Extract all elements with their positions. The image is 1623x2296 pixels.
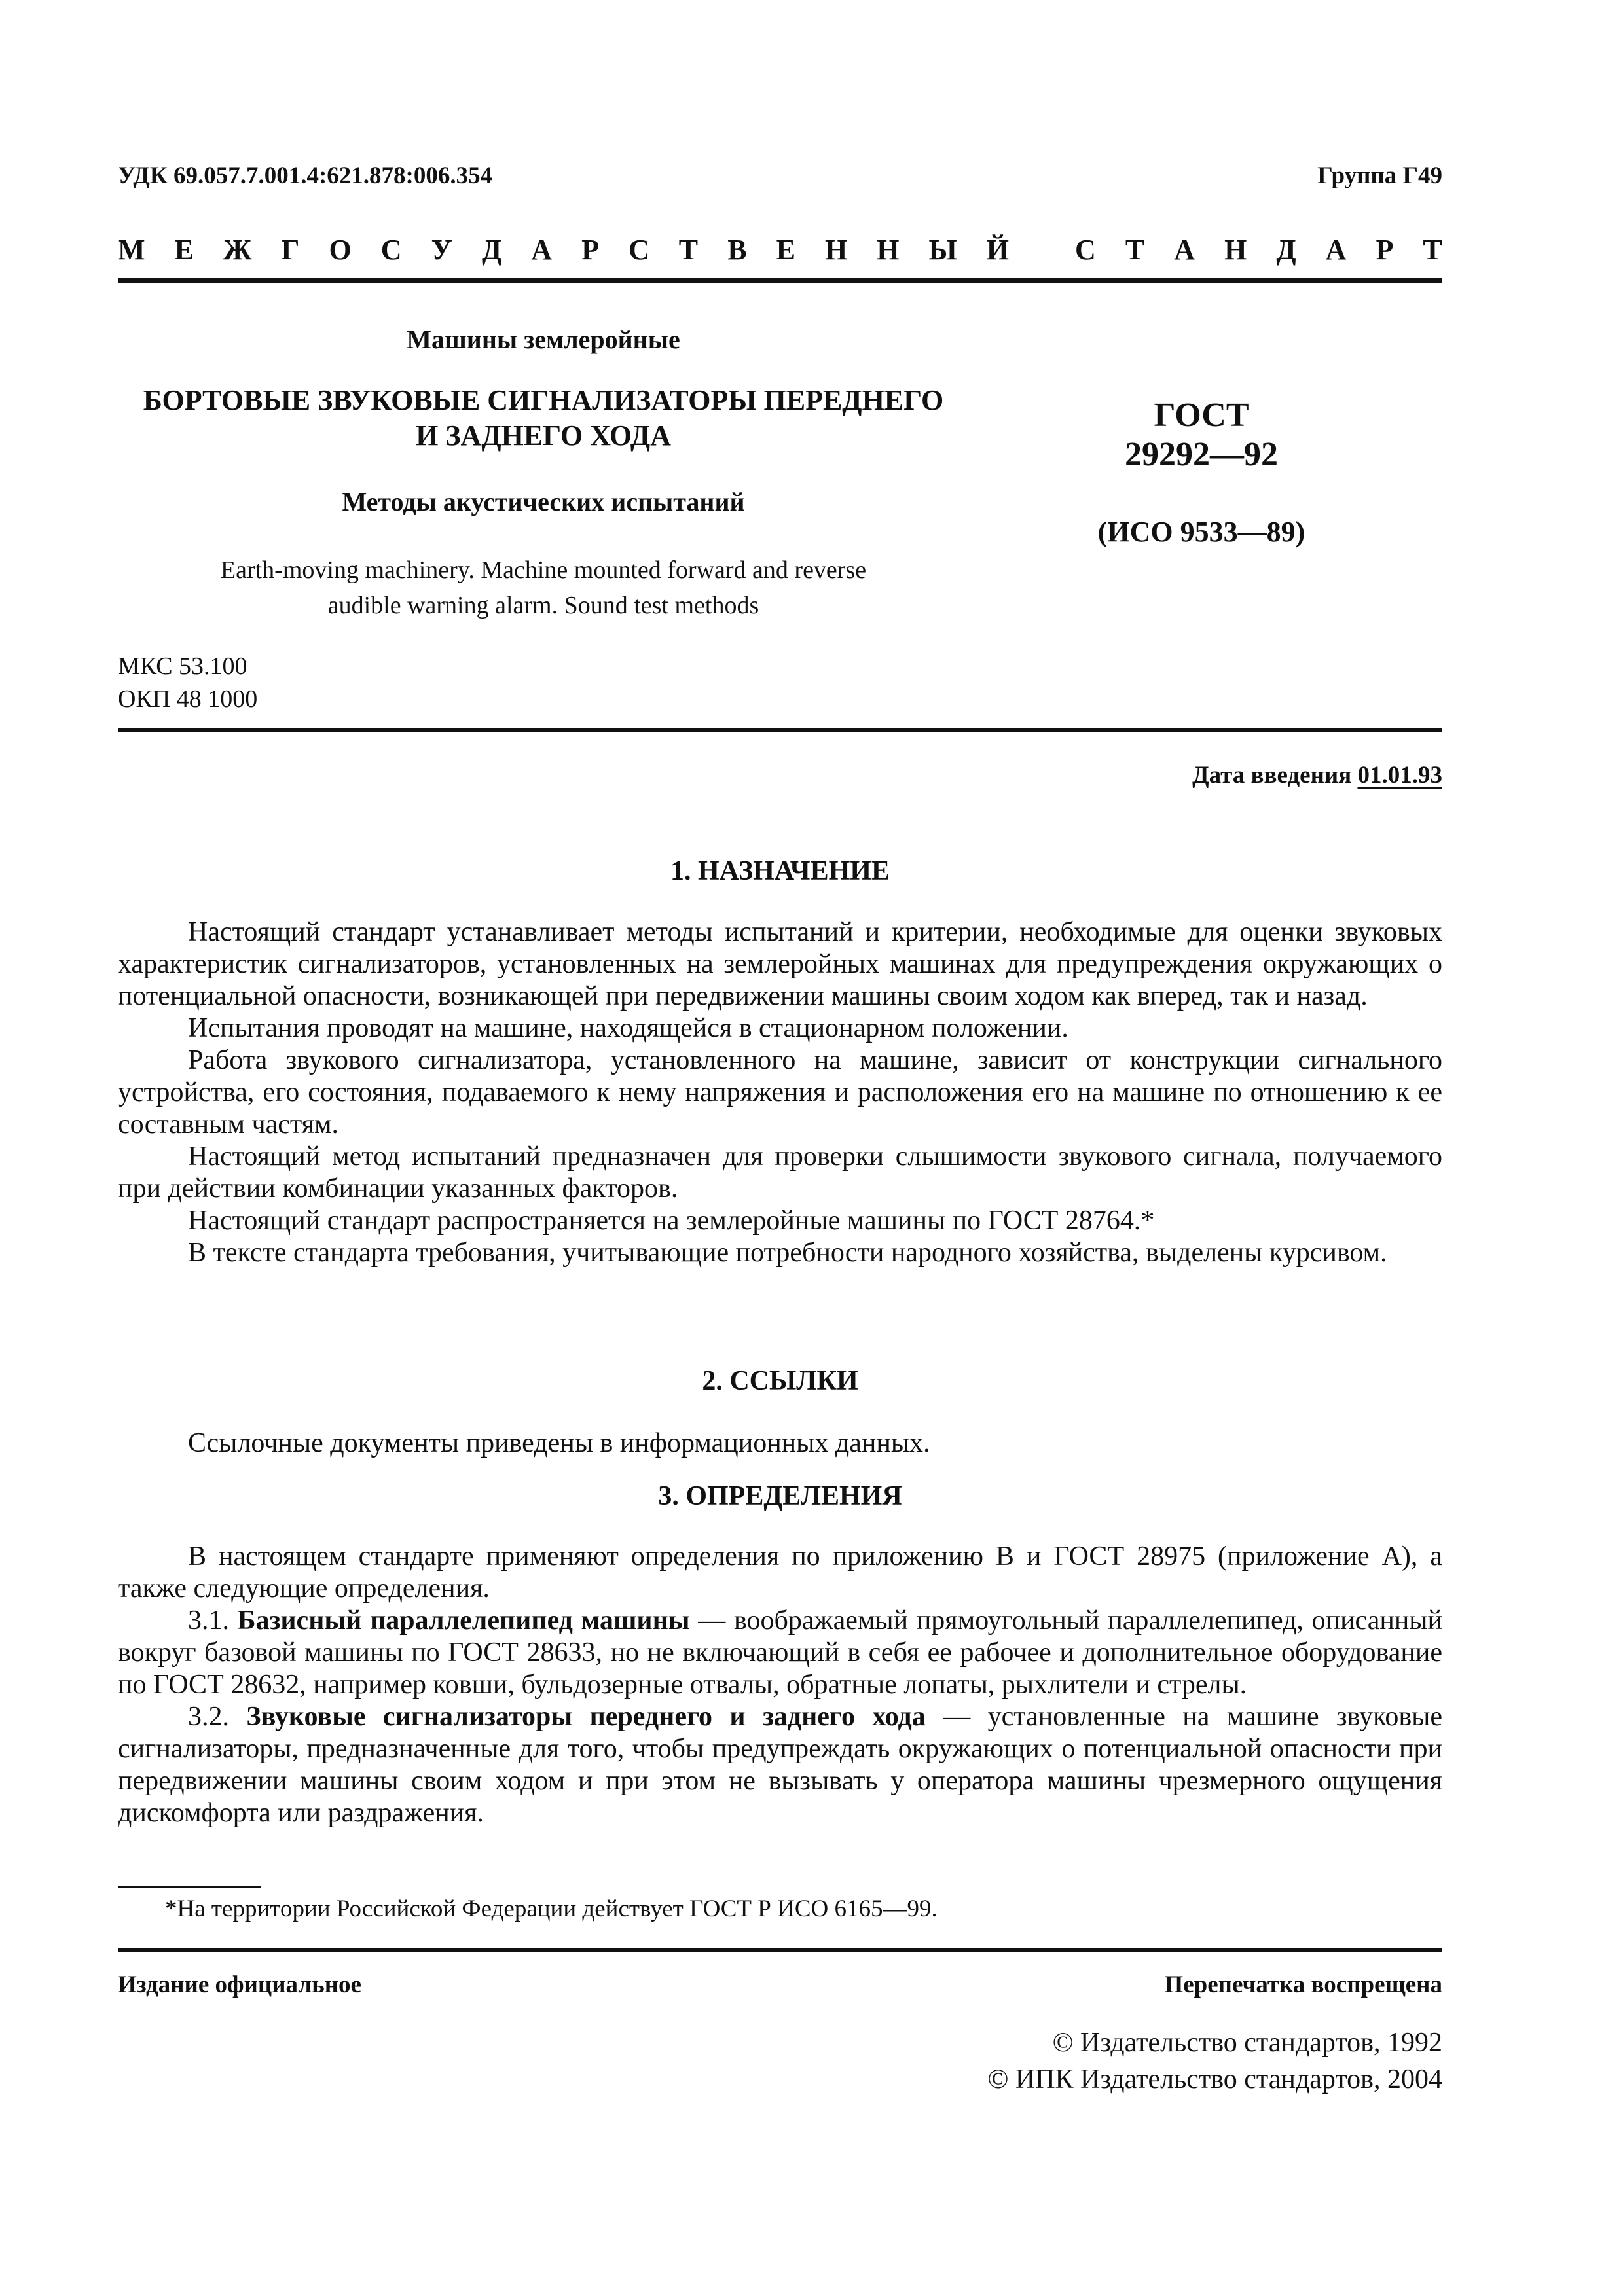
banner-letter: С [1075,234,1096,266]
english-title [118,552,969,623]
mks-code: МКС 53.100 [118,653,247,680]
main-title [118,383,969,454]
banner-letter: М [118,234,145,266]
banner-letter: Н [877,234,900,266]
reprint-notice: Перепечатка воспрещена [1164,1971,1442,1998]
section1-body [118,916,1442,1269]
paragraph: Настоящий стандарт устанавливает методы испытаний и критерии, необходимые для оценки звуковых характеристик сигнализаторов, установленных на землеройных машинах для предупреждения окружающих о потенциальной опасности, возникающей при передвижении машины своим ходом как вперед, так и назад. [118,917,1442,1011]
iso-reference: (ИСО 9533—89) [1097,516,1305,548]
footer-rule [118,1948,1442,1952]
definition-3-2 [118,1701,1442,1829]
methods-subtitle: Методы акустических испытаний [342,487,745,516]
banner-gap [1038,233,1046,266]
definition-text: — воображаемый прямоугольный параллелепипед, описанный вокруг базовой машины по ГОСТ 28633, но не включающий в себя ее рабочее и дополнительное оборудование по ГОСТ 28632, например ковши, бульдозерные отвалы, обратные лопаты, рыхлители и стрелы. [118,1605,1442,1700]
okp-code: ОКП 48 1000 [118,685,258,713]
banner-letter: Г [281,234,300,266]
intro-date-label: Дата введения [1192,762,1352,789]
banner-letter: Й [986,234,1009,266]
banner-letter: Ы [928,234,957,266]
banner-letter: Н [824,234,848,266]
banner-letter: В [727,234,747,266]
copyright-block [987,2024,1442,2098]
banner-letter: Е [174,234,194,266]
classification-codes [118,650,257,715]
paragraph: В настоящем стандарте применяют определения по приложению В и ГОСТ 28975 (приложение А), а также следующие определения. [118,1541,1442,1604]
section3-heading: 3. ОПРЕДЕЛЕНИЯ [658,1481,902,1511]
definition-3-1 [118,1605,1442,1701]
main-title-line1: БОРТОВЫЕ ЗВУКОВЫЕ СИГНАЛИЗАТОРЫ ПЕРЕДНЕГО [143,384,944,416]
definition-term: Звуковые сигнализаторы переднего и заднего хода [246,1702,926,1732]
english-title-line1: Earth-moving machinery. Machine mounted forward and reverse [220,556,867,584]
copyright-line: © ИПК Издательство стандартов, 2004 [987,2064,1442,2094]
banner-letter: Д [481,234,502,266]
gost-label: ГОСТ [1154,397,1249,434]
paragraph: В тексте стандарта требования, учитывающие потребности народного хозяйства, выделены курсивом. [188,1238,1387,1268]
banner-letter: О [329,234,352,266]
banner-letter: С [380,234,402,266]
banner-letter: Д [1276,234,1296,266]
section2-heading: 2. ССЫЛКИ [702,1366,858,1396]
main-title-line2: И ЗАДНЕГО ХОДА [416,420,671,452]
definition-number: 3.1. [188,1605,229,1636]
banner-letter: Т [1125,234,1145,266]
banner-letter: Н [1224,234,1247,266]
section3-body [118,1541,1442,1829]
banner-letter: С [628,234,649,266]
section1-heading: 1. НАЗНАЧЕНИЕ [670,856,890,886]
paragraph: Настоящий стандарт распространяется на землеройные машины по ГОСТ 28764.* [188,1206,1155,1236]
footnote: *На территории Российской Федерации действует ГОСТ Р ИСО 6165—99. [165,1895,938,1922]
title-block-rule [118,728,1442,732]
edition-label: Издание официальное [118,1971,361,1998]
english-title-line2: audible warning alarm. Sound test methods [327,592,759,619]
banner-letter: А [531,234,553,266]
banner-letter: Т [1423,234,1442,266]
definition-text: — установленные на машине звуковые сигнализаторы, предназначенные для того, чтобы предупреждать окружающих о потенциальной опасности при передвижении машины своим ходом и при этом не вызывать у оператора машины чрезмерного ощущения дискомфорта или раздражения. [118,1702,1443,1828]
udk-code: УДК 69.057.7.001.4:621.878:006.354 [118,162,493,189]
paragraph: Настоящий метод испытаний предназначен для проверки слышимости звукового сигнала, получаемого при действии комбинации указанных факторов. [118,1141,1442,1204]
gost-number: 29292—92 [1125,436,1278,473]
interstate-standard-banner [118,233,1442,266]
banner-letter: Р [1376,234,1394,266]
definition-term: Базисный параллелепипед машины [237,1605,690,1636]
intro-date-value: 01.01.93 [1357,762,1442,789]
banner-letter: А [1325,234,1347,266]
banner-letter: Т [678,234,699,266]
footnote-rule [118,1886,261,1888]
copyright-line: © Издательство стандартов, 1992 [1052,2028,1442,2058]
banner-letter: Е [776,234,795,266]
paragraph: Испытания проводят на машине, находящейся в стационарном положении. [188,1013,1068,1043]
group-code: Группа Г49 [1317,162,1442,189]
definition-number: 3.2. [188,1702,229,1732]
banner-letter: Ж [223,234,252,266]
paragraph: Ссылочные документы приведены в информационных данных. [188,1428,930,1458]
banner-letter: У [431,234,452,266]
paragraph: Работа звукового сигнализатора, установленного на машине, зависит от конструкции сигнального устройства, его состояния, подаваемого к нему напряжения и расположения его на машине по отношению к ее составным частям. [118,1045,1442,1139]
banner-letter: А [1174,234,1195,266]
top-rule [118,278,1442,283]
subject-title: Машины землеройные [407,325,680,354]
introduction-date [1192,761,1442,789]
section2-body [118,1427,1442,1460]
banner-letter: Р [581,234,599,266]
